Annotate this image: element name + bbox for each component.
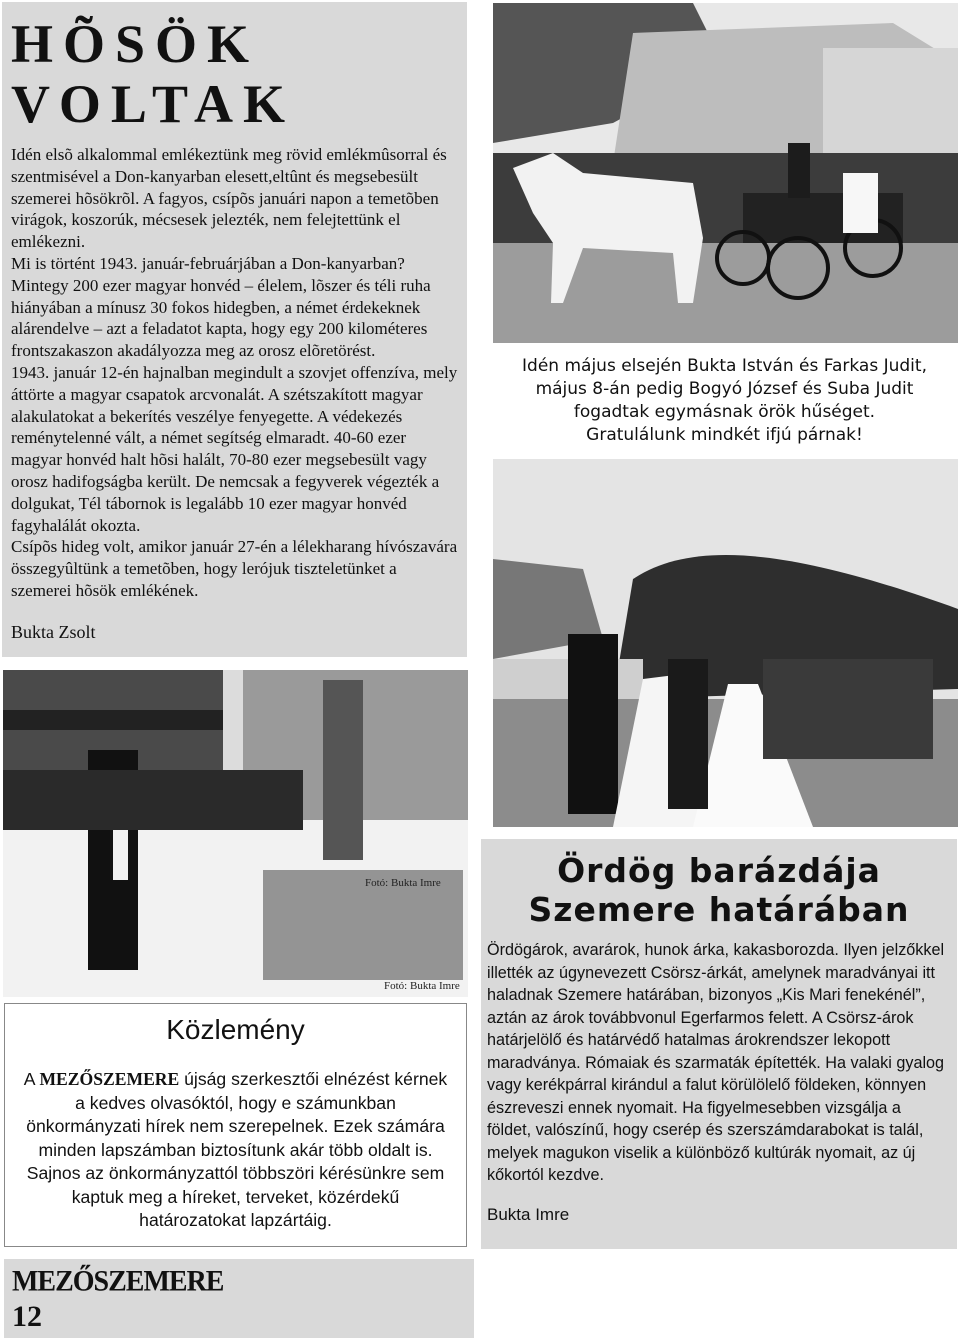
article-paragraph: Mi is történt 1943. január-februárjában a Don-kanyarban? Mintegy 200 ezer magyar honvéd – élelem, lõszer és téli ruha hiányában a mínusz 30 fokos hidegben, a német érdekeknek alárendelve – azt a feladatot kapta, hogy egy 200 kilométeres frontszakaszon akadályozza meg az orosz elõretörést.	[11, 253, 431, 361]
article-paragraph: 1943. január 12-én hajnalban megindult a szovjet offenzíva, mely áttörte a magyar csapatok arcvonalát. A szétszakított magyar alakulatokat a bekerítés veszélye fenyegette. A védekezés reménytelenné vált, a német segítség elmaradt. 40-60 ezer magyar honvéd halt hõsi halált, 70-80 ezer megsebesült vagy orosz hadifogságba került. De nemcsak a fegyverek végezték a dolgukat, Tél tábornok is legalább 10 ezer magyar honvéd fagyhalálát okozta.	[11, 362, 458, 535]
notice-brand: MEZŐSZEMERE	[39, 1069, 180, 1089]
devil-article	[481, 839, 957, 1249]
photo-credit-overlay: Fotó: Bukta Imre	[365, 877, 441, 889]
page-footer	[4, 1259, 474, 1338]
heroes-article	[2, 2, 467, 657]
notice-box	[4, 1003, 467, 1247]
article-paragraph: Csípõs hideg volt, amikor január 27-én a lélekharang hívószavára összegyûltünk a temetõben, hogy lerójuk tiszteletünket a szemerei hõsök emlékének.	[11, 537, 458, 600]
memorial-photo	[3, 670, 468, 997]
article-body	[11, 144, 459, 602]
photo-credit: Fotó: Bukta Imre	[384, 980, 460, 992]
wedding-caption	[493, 345, 956, 457]
caption-line: Gratulálunk mindkét ifjú párnak!	[586, 425, 863, 445]
title-line: Szemere határában	[528, 890, 910, 929]
article-title	[481, 851, 957, 929]
notice-text	[17, 1068, 454, 1233]
article-paragraph: Idén elsõ alkalommal emlékeztünk meg rövid emlékmûsorral és szentmisével a Don-kanyarban elesett,eltûnt és megsebesült szemerei hõsökrõl. A fagyos, csípõs januári napon a temetõben virágok, koszorúk, mécsesek jelezték, nem felejtettünk el emlékezni.	[11, 145, 447, 252]
notice-body: újság szerkesztői elnézést kérnek a kedves olvasóktól, hogy e számunkban önkormányzati hírek nem szerepelnek. Ezek számára minden lapszámban biztosítunk akár több oldalt is. Sajnos az önkormányzattól többszöri kérésünkre sem kaptuk meg a híreket, terveket, közérdekű határozatokat lapzártáig.	[26, 1069, 448, 1230]
caption-line: május 8-án pedig Bogyó József és Suba Judit	[535, 379, 914, 399]
article-author: Bukta Imre	[487, 1204, 570, 1224]
publication-name: MEZŐSZEMERE	[12, 1265, 224, 1298]
notice-title: Közlemény	[166, 1014, 305, 1045]
article-body: Ördögárok, avarárok, hunok árka, kakasborozda. Ilyen jelzőkkel illették az úgynevezett Csörsz-árkát, amelynek maradványai itt haladnak Szemere határában, bizonyos „Kis Mari fenekénél”, aztán az árok továbbvonul Egerfarmos felett. A Csörsz-árok határjelölő és határvédő hatalmas árokrendszer lekopott maradványa. Rómaiak és szarmaták építették. Ha valaki gyalog vagy kerékpárral kirándul a falut körülölelő földeken, könnyen észreveszi ennek nyomait. Ha figyelmesebben vizsgálja a földet, valószínű, hogy cserép és szerszámdarabokat is talál, melyek magukon viselik a különböző kultúrák nyomait, az új kőkortól kezdve.	[487, 941, 945, 1184]
carriage-photo	[493, 3, 958, 343]
notice-prefix: A	[23, 1069, 40, 1089]
page-number: 12	[12, 1300, 42, 1333]
caption-line: fogadtak egymásnak örök hűséget.	[573, 402, 876, 422]
article-title: HÕSÖK VOLTAK	[11, 14, 295, 134]
wedding-photo	[493, 459, 958, 827]
caption-line: Idén május elsején Bukta István és Farkas Judit,	[522, 356, 927, 376]
article-author: Bukta Zsolt	[11, 621, 96, 642]
title-line: Ördög barázdája	[557, 851, 881, 890]
